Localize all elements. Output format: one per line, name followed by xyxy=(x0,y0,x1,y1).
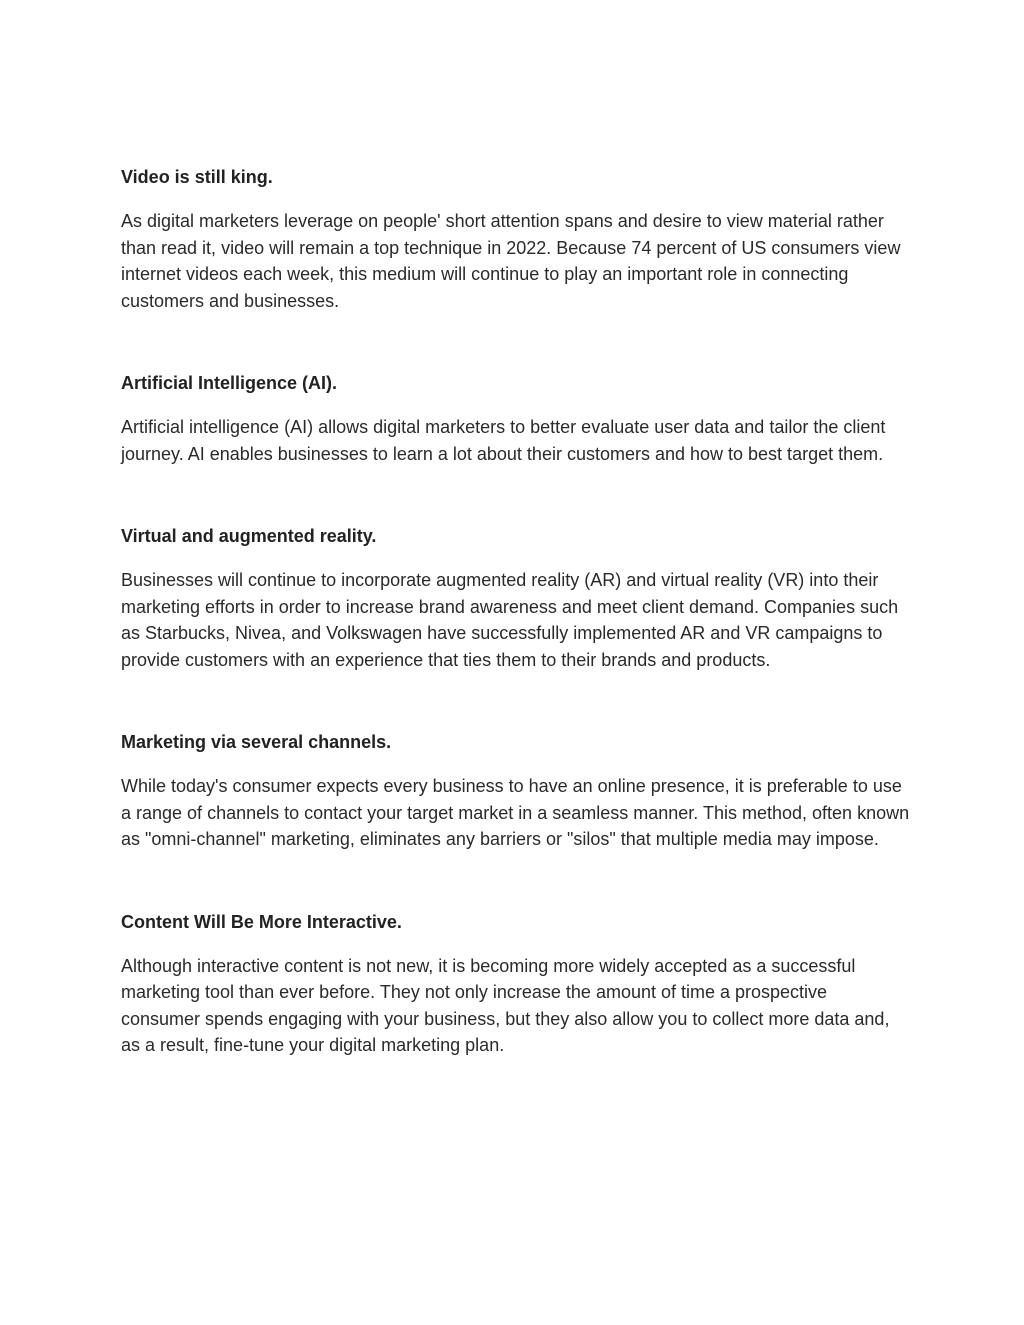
section-multichannel xyxy=(121,729,911,853)
section-paragraph: Although interactive content is not new, it is becoming more widely accepted as a successful marketing tool than ever before. They not only increase the amount of time a prospective consumer spends engaging with your business, but they also allow you to collect more data and, as a result, fine-tune your digital marketing plan. xyxy=(121,955,890,1055)
section-paragraph: While today's consumer expects every business to have an online presence, it is preferable to use a range of channels to contact your target market in a seamless manner. This method, often known as "omni-channel" marketing, eliminates any barriers or "silos" that multiple media may impose. xyxy=(121,776,910,849)
section-heading: Marketing via several channels. xyxy=(121,732,392,752)
section-heading: Content Will Be More Interactive. xyxy=(121,911,402,932)
section-ai xyxy=(121,370,911,467)
section-paragraph: Artificial intelligence (AI) allows digital marketers to better evaluate user data and tailor the client journey. AI enables businesses to learn a lot about their customers and how to best target them. xyxy=(121,417,886,464)
section-heading: Video is still king. xyxy=(121,167,273,187)
section-heading: Virtual and augmented reality. xyxy=(121,526,377,546)
section-heading: Artificial Intelligence (AI). xyxy=(121,373,338,393)
document-page xyxy=(121,164,911,1059)
section-video xyxy=(121,164,911,314)
section-interactive-content xyxy=(121,909,911,1059)
section-vr-ar xyxy=(121,523,911,673)
section-paragraph: As digital marketers leverage on people' short attention spans and desire to view material rather than read it, video will remain a top technique in 2022. Because 74 percent of US consumers view internet videos each week, this medium will continue to play an important role in connecting customers and businesses. xyxy=(121,211,901,311)
section-paragraph: Businesses will continue to incorporate augmented reality (AR) and virtual reality (VR) into their marketing efforts in order to increase brand awareness and meet client demand. Companies such as Starbucks, Nivea, and Volkswagen have successfully implemented AR and VR campaigns to provide customers with an experience that ties them to their brands and products. xyxy=(121,570,899,670)
